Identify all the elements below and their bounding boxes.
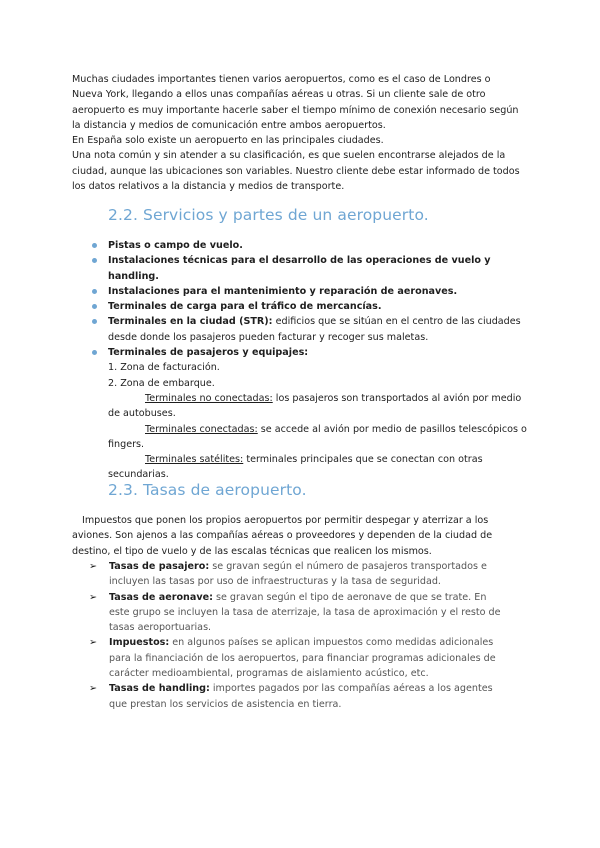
- terminal-type-item: Terminales conectadas: se accede al avión por medio de pasillos telescópicos o fingers.: [108, 423, 527, 450]
- passenger-terminal-details: [90, 360, 530, 482]
- services-list: [90, 238, 530, 483]
- bullet-dot-icon: [92, 319, 97, 324]
- bullet-dot-icon: [92, 350, 97, 355]
- list-item: Terminales de carga para el tráfico de mercancías.: [90, 299, 530, 314]
- terminal-type-item: Terminales no conectadas: los pasajeros son transportados al avión por medio de autobuses.: [108, 392, 522, 420]
- list-item: Terminales de pasajeros y equipajes:: [90, 345, 530, 360]
- zone-item: 2. Zona de embarque.: [108, 377, 215, 389]
- list-item: ➢ Tasas de aeronave: se gravan según el tipo de aeronave de que se trate. En este grupo se incluyen la tasa de aterrizaje, la tasa de aproximación y el resto de tasas aeroportuarias.: [89, 591, 501, 634]
- list-item: Instalaciones para el mantenimiento y reparación de aeronaves.: [90, 284, 530, 299]
- intro-text: [72, 72, 524, 194]
- list-item: ➢ Tasas de handling: importes pagados por las compañías aéreas a los agentes que prestan los servicios de asistencia en tierra.: [89, 683, 493, 710]
- intro-paragraph-1: Muchas ciudades importantes tienen varios aeropuertos, como es el caso de Londres o Nueva York, llegando a ellos unas compañías aéreas u otras. Si un cliente sale de otro aeropuerto es muy importante hacerle saber el tiempo mínimo de conexión necesario según la distancia y medios de comunicación entre ambos aeropuertos.: [72, 74, 519, 131]
- list-item: Terminales en la ciudad (STR): edificios que se sitúan en el centro de las ciudades desde donde los pasajeros pueden facturar y recoger sus maletas.: [90, 314, 530, 345]
- arrow-bullet-icon: ➢: [89, 591, 98, 603]
- taxes-list: [90, 559, 510, 712]
- bullet-dot-icon: [92, 258, 97, 263]
- arrow-bullet-icon: ➢: [89, 683, 98, 695]
- section-heading-2-2: 2.2. Servicios y partes de un aeropuerto.: [108, 206, 429, 224]
- list-item: ➢ Tasas de pasajero: se gravan según el número de pasajeros transportados e incluyen las tasas por uso de infraestructuras y la tasa de seguridad.: [89, 561, 487, 588]
- arrow-bullet-icon: ➢: [89, 561, 98, 572]
- bullet-dot-icon: [92, 304, 97, 309]
- intro-paragraph-3: Una nota común y sin atender a su clasificación, es que suelen encontrarse alejados de la ciudad, aunque las ubicaciones son variables. Nuestro cliente debe estar informado de todos los datos relativos a la distancia y medios de transporte.: [72, 150, 520, 193]
- list-item: ➢ Impuestos: en algunos países se aplican impuestos como medidas adicionales para la financiación de los aeropuertos, para financiar programas adicionales de carácter medioambiental, programas de aislamiento acústico, etc.: [89, 637, 496, 680]
- list-item: Instalaciones técnicas para el desarrollo de las operaciones de vuelo y handling.: [90, 253, 530, 284]
- intro-paragraph-2: En España solo existe un aeropuerto en las principales ciudades.: [72, 135, 384, 147]
- zone-item: 1. Zona de facturación.: [108, 362, 220, 374]
- bullet-dot-icon: [92, 289, 97, 294]
- terminal-type-item: Terminales satélites: terminales principales que se conectan con otras secundarias.: [108, 454, 483, 481]
- arrow-bullet-icon: ➢: [89, 637, 98, 649]
- taxes-intro: Impuestos que ponen los propios aeropuertos por permitir despegar y aterrizar a los aviones. Son ajenos a las compañías aéreas o proveedores y dependen de la ciudad de destino, el tipo de vuelo y de las escalas técnicas que realicen los mismos.: [72, 515, 493, 557]
- bullet-dot-icon: [92, 243, 97, 248]
- section-heading-2-3: 2.3. Tasas de aeropuerto.: [108, 481, 307, 499]
- list-item: Pistas o campo de vuelo.: [90, 238, 530, 253]
